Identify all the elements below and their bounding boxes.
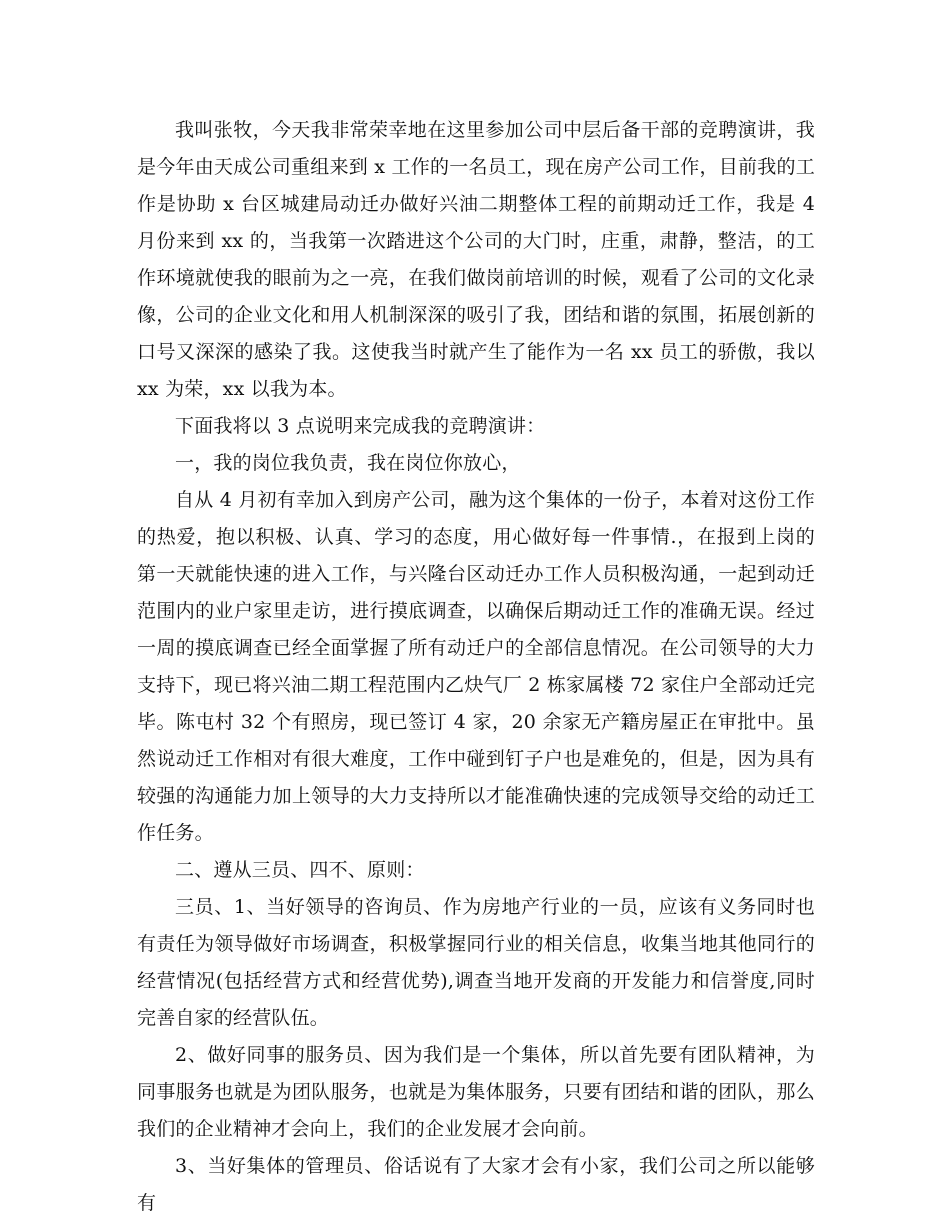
paragraph-speech-outline: 下面我将以 3 点说明来完成我的竞聘演讲： (175, 415, 546, 437)
paragraph-manager-role: 3、当好集体的管理员、俗话说有了大家才会有小家，我们公司之所以能够有 (137, 1155, 815, 1214)
section-heading-one: 一，我的岗位我负责，我在岗位你放心， (175, 452, 521, 474)
paragraph-self-introduction: 我叫张牧，今天我非常荣幸地在这里参加公司中层后备干部的竞聘演讲，我是今年由天成公司重组来到 x 工作的一名员工，现在房产公司工作，目前我的工作是协助 x 台区城建局动迁办做好兴油二期整体工程的前期动迁工作，我是 4 月份来到 xx 的，当我第一次踏进这个公司的大门时，庄重，肃静，整洁，的工作环境就使我的眼前为之一亮，在我们做岗前培训的时候，观看了公司的文化录像，公司的企业文化和用人机制深深的吸引了我，团结和谐的氛围，拓展创新的口号又深深的感染了我。这使我当时就产生了能作为一名 xx 员工的骄傲，我以 xx 为荣，xx 以我为本。 (137, 119, 815, 400)
paragraph-work-experience: 自从 4 月初有幸加入到房产公司，融为这个集体的一份子，本着对这份工作的热爱，抱以积极、认真、学习的态度，用心做好每一件事情.，在报到上岗的第一天就能快速的进入工作，与兴隆台区动迁办工作人员积极沟通，一起到动迁范围内的业户家里走访，进行摸底调查，以确保后期动迁工作的准确无误。经过一周的摸底调查已经全面掌握了所有动迁户的全部信息情况。在公司领导的大力支持下，现已将兴油二期工程范围内乙炔气厂 2 栋家属楼 72 家住户全部动迁完毕。陈屯村 32 个有照房，现已签订 4 家，20 余家无产籍房屋正在审批中。虽然说动迁工作相对有很大难度，工作中碰到钉子户也是难免的，但是，因为具有较强的沟通能力加上领导的大力支持所以才能准确快速的完成领导交给的动迁工作任务。 (137, 489, 815, 844)
document-body (137, 112, 815, 1222)
section-heading-two: 二、遵从三员、四不、原则： (175, 859, 425, 881)
paragraph-service-role: 2、做好同事的服务员、因为我们是一个集体，所以首先要有团队精神，为同事服务也就是为团队服务，也就是为集体服务，只要有团结和谐的团队，那么我们的企业精神才会向上，我们的企业发展才会向前。 (137, 1044, 815, 1140)
paragraph-consultant-role: 三员、1、当好领导的咨询员、作为房地产行业的一员，应该有义务同时也有责任为领导做好市场调查，积极掌握同行业的相关信息，收集当地其他同行的经营情况(包括经营方式和经营优势),调查当地开发商的开发能力和信誉度,同时完善自家的经营队伍。 (137, 896, 815, 1029)
